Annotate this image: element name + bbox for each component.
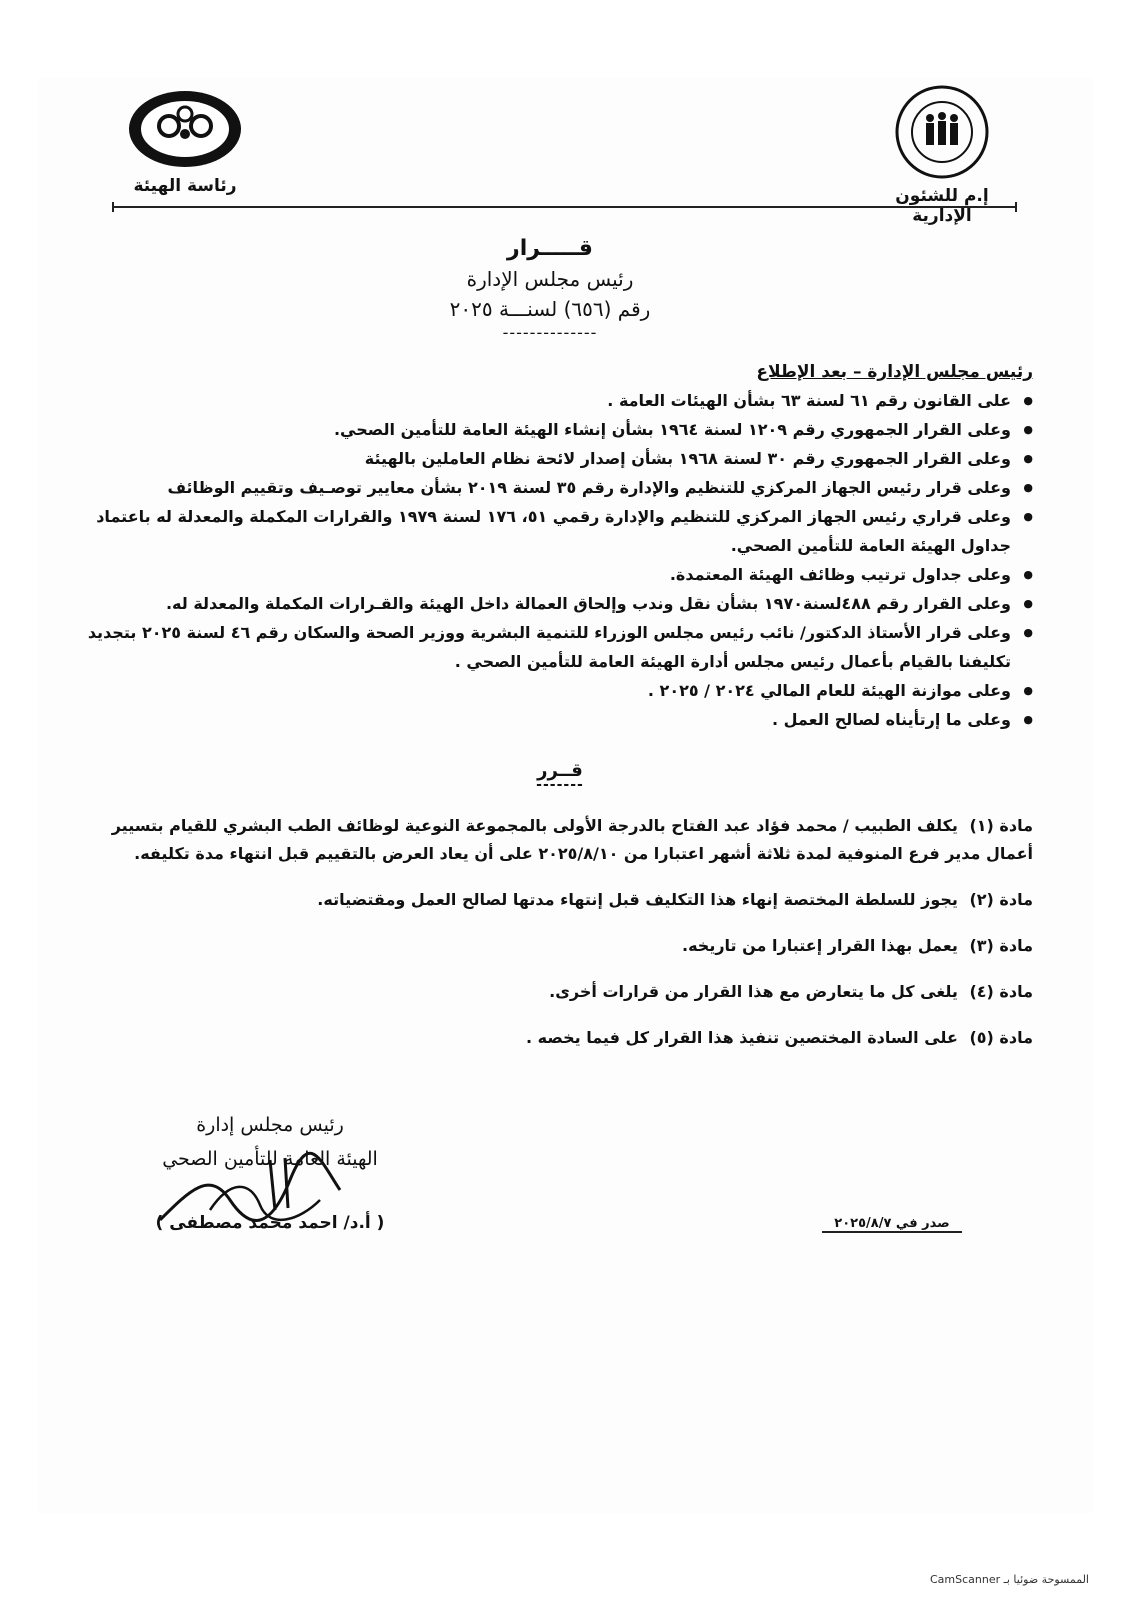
issue-date: صدر في ٢٠٢٥/٨/٧ [822,1216,962,1233]
preamble-item: ● وعلى القرار الجمهوري رقم ٣٠ لسنة ١٩٦٨ بشأن إصدار لائحة نظام العاملين بالهيئة [61,444,1011,473]
preamble-item: ● وعلى القرار الجمهوري رقم ١٢٠٩ لسنة ١٩٦٤ بشأن إنشاء الهيئة العامة للتأمين الصحي. [61,415,1011,444]
signatory-title-line1: رئيس مجلس إدارة [196,1114,344,1136]
preamble-item: ● وعلى قرار رئيس الجهاز المركزي للتنظيم والإدارة رقم ٣٥ لسنة ٢٠١٩ بشأن معايير توصـيف وتقييم الوظائف [61,473,1011,502]
article-text: يكلف الطبيب / محمد فؤاد عبد الفتاح بالدرجة الأولى بالمجموعة النوعية لوظائف الطب البشري للقيام بتسيير أعمال مدير فرع المنوفية لمدة ثلاثة أشهر اعتبارا من ٢٠٢٥/٨/١٠ على أن يعاد العرض بالتقييم قبل انتهاء مدة تكليفه. [111,816,1033,863]
decision-number: رقم (٦٥٦) لسنـــة ٢٠٢٥ [449,297,651,321]
article-5 [73,1024,1033,1052]
decision-title: قـــــرار [507,236,593,261]
preamble-item: ● وعلى قرار الأستاذ الدكتور/ نائب رئيس مجلس الوزراء للتنمية البشرية ووزير الصحة والسكان رقم ٤٦ لسنة ٢٠٢٥ بتجديد تكليفنا بالقيام بأعمال رئيس مجلس أدارة الهيئة العامة للتأمين الصحي . [61,618,1011,676]
article-number: مادة (٥) [969,1028,1033,1047]
article-4 [73,978,1033,1006]
preamble-item: ● وعلى القرار رقم ٤٨٨لسنة١٩٧٠ بشأن نقل وندب وإلحاق العمالة داخل الهيئة والقـرارات المكملة والمعدلة له. [61,589,1011,618]
articles-list [73,812,1033,1070]
signatory-name: ( أ.د/ احمد محمد مصطفى ) [155,1213,385,1233]
article-text: يجوز للسلطة المختصة إنهاء هذا التكليف قبل إنتهاء مدتها لصالح العمل ومقتضياته. [317,890,958,909]
header-divider [112,206,1017,208]
decided-underline: ------- [536,777,584,793]
preamble-item: ● على القانون رقم ٦١ لسنة ٦٣ بشأن الهيئات العامة . [61,386,1011,415]
article-text: يعمل بهذا القرار إعتبارا من تاريخه. [682,936,958,955]
preamble-item: ● وعلى جداول ترتيب وظائف الهيئة المعتمدة. [61,560,1011,589]
signatory-title-line2: الهيئة العامة للتأمين الصحي [162,1148,378,1170]
decided-heading: قــرر [537,760,583,781]
preamble-list [61,386,1033,734]
health-insurance-emblem-icon [125,88,245,170]
article-text: يلغى كل ما يتعارض مع هذا القرار من قرارات أخرى. [549,982,958,1001]
article-3 [73,932,1033,960]
article-2 [73,886,1033,914]
hr-administration-logo [867,84,1017,226]
handwritten-signature-icon [150,1150,350,1240]
article-text: على السادة المختصين تنفيذ هذا القرار كل فيما يخصه . [525,1028,958,1047]
article-number: مادة (٢) [969,890,1033,909]
title-divider: -------------- [502,323,598,342]
issuer-title: رئيس مجلس الإدارة [466,267,634,291]
scanner-watermark: الممسوحة ضوئيا بـ CamScanner [929,1573,1089,1586]
preamble-item: ● وعلى قراري رئيس الجهاز المركزي للتنظيم والإدارة رقمي ٥١، ١٧٦ لسنة ١٩٧٩ والقرارات المكملة والمعدلة له باعتماد جداول الهيئة العامة للتأمين الصحي. [61,502,1011,560]
article-number: مادة (١) [969,816,1033,835]
article-1 [73,812,1033,868]
right-logo-caption: إ.م للشئون الإدارية [895,186,989,226]
preamble-heading: رئيس مجلس الإدارة – بعد الإطلاع [756,362,1033,382]
article-number: مادة (٤) [969,982,1033,1001]
preamble-item: ● وعلى ما إرتأيناه لصالح العمل . [61,705,1011,734]
article-number: مادة (٣) [969,936,1033,955]
left-logo-caption: رئاسة الهيئة [133,176,237,196]
hr-seal-icon [886,84,998,180]
health-insurance-logo [110,88,260,196]
preamble-item: ● وعلى موازنة الهيئة للعام المالي ٢٠٢٤ / ٢٠٢٥ . [61,676,1011,705]
decision-title-block [340,236,760,342]
decided-heading-block [500,760,620,793]
